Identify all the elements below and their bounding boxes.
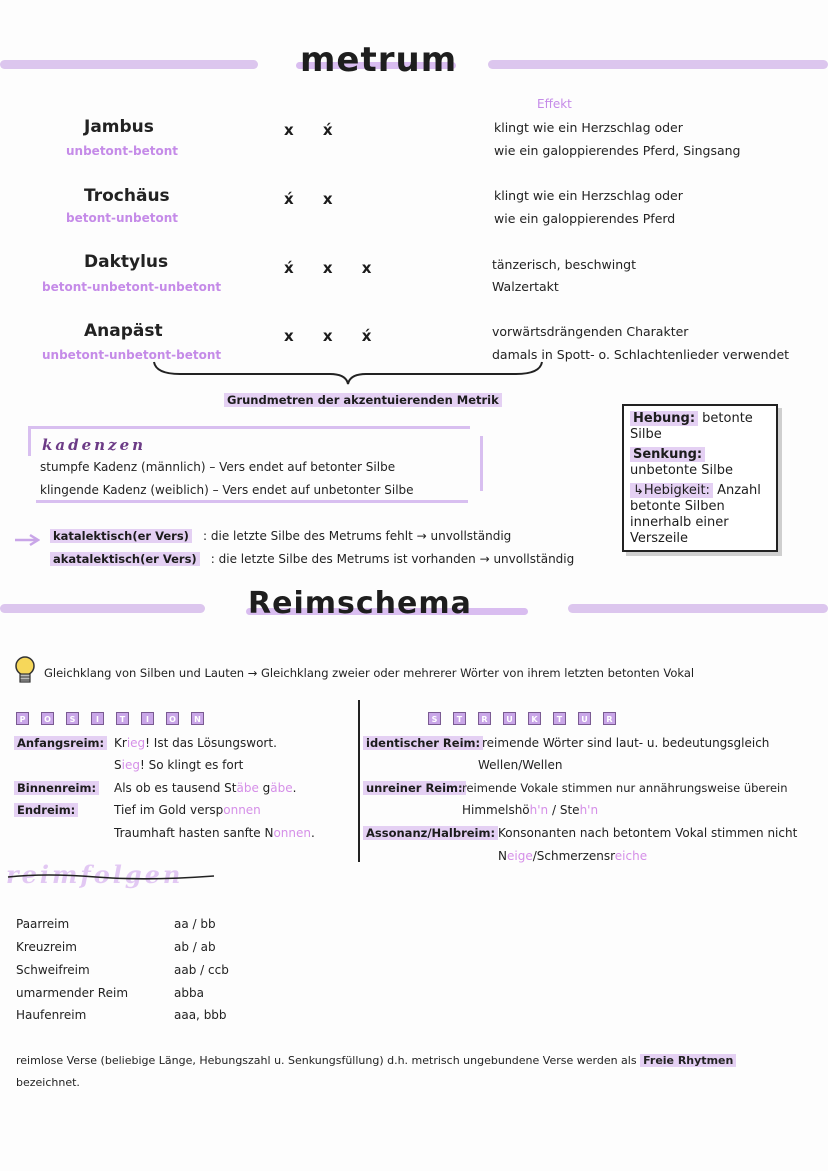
reimfolge-scheme: aab / ccb — [174, 963, 229, 977]
letter-box: T — [453, 712, 466, 725]
endreim-line: Tief im Gold versponnen — [114, 803, 261, 817]
letter-box: U — [503, 712, 516, 725]
foot-pattern: unbetont-betont — [66, 144, 179, 158]
letter-box: T — [553, 712, 566, 725]
title-underline-icon — [6, 870, 216, 884]
effect-line: Walzertakt — [492, 279, 559, 294]
effect-line: tänzerisch, beschwingt — [492, 257, 636, 272]
letter-box: O — [41, 712, 54, 725]
reimfolge-name: Schweifreim — [16, 963, 90, 977]
reimfolge-scheme: abba — [174, 986, 204, 1000]
position-heading — [16, 707, 216, 726]
stress-marks: x x́ — [284, 121, 345, 139]
letter-box: T — [116, 712, 129, 725]
unreiner-reim-text: reimende Vokale stimmen nur annährungsweise überein — [462, 781, 788, 795]
foot-pattern: unbetont-unbetont-betont — [42, 348, 222, 362]
note-senkung: Senkung: unbetonte Silbe — [630, 447, 733, 478]
foot-name: Jambus — [84, 117, 154, 137]
letter-box: O — [166, 712, 179, 725]
effect-line: klingt wie ein Herzschlag oder — [494, 188, 683, 203]
stress-marks: x́ x — [284, 190, 345, 208]
letter-box: N — [191, 712, 204, 725]
endreim-label: Endreim: — [14, 803, 78, 817]
letter-box: K — [528, 712, 541, 725]
brace-icon — [150, 360, 545, 386]
grundmetren-caption: Grundmetren der akzentuierenden Metrik — [224, 393, 502, 407]
reimfolge-name: Haufenreim — [16, 1008, 87, 1022]
note-hebung: Hebung: betonte Silbe — [630, 411, 753, 442]
kadenzen-bar-top — [28, 426, 470, 429]
closing-note-end: bezeichnet. — [16, 1076, 80, 1089]
kadenzen-title: kadenzen — [42, 436, 147, 454]
letter-box: S — [428, 712, 441, 725]
assonanz-example: Neige/Schmerzensreiche — [498, 849, 648, 863]
header-bar-left — [0, 604, 205, 613]
identischer-reim-text: reimende Wörter sind laut- u. bedeutungsgleich — [482, 736, 770, 750]
reimfolge-name: Paarreim — [16, 917, 70, 931]
assonanz-text: Konsonanten nach betontem Vokal stimmen nicht — [498, 826, 798, 840]
stress-marks: x x x́ — [284, 327, 384, 345]
unreiner-reim-label: unreiner Reim: — [363, 781, 466, 795]
reimschema-title: Reimschema — [248, 586, 472, 621]
unreiner-reim-example: Himmelshöh'n / Steh'n — [462, 803, 599, 817]
letter-box: R — [478, 712, 491, 725]
letter-box: I — [141, 712, 154, 725]
foot-name: Anapäst — [84, 321, 163, 341]
effect-line: wie ein galoppierendes Pferd — [494, 211, 676, 226]
anfangsreim-line: Krieg! Ist das Lösungswort. — [114, 736, 277, 750]
header-bar-right — [568, 604, 828, 613]
anfangsreim-line: Sieg! So klingt es fort — [114, 758, 244, 772]
note-hebigkeit: ↳Hebigkeit: Anzahl betonte Silben innerhalb einer Verszeile — [630, 483, 761, 546]
kadenz-line: klingende Kadenz (weiblich) – Vers endet auf unbetonter Silbe — [40, 483, 414, 497]
letter-box: S — [66, 712, 79, 725]
assonanz-label: Assonanz/Halbreim: — [363, 826, 498, 840]
endreim-line: Traumhaft hasten sanfte Nonnen. — [114, 826, 315, 840]
header-bar-left — [0, 60, 258, 69]
foot-pattern: betont-unbetont — [66, 211, 179, 225]
effect-line: klingt wie ein Herzschlag oder — [494, 120, 683, 135]
arrow-right-icon — [14, 533, 40, 547]
kadenz-line: stumpfe Kadenz (männlich) – Vers endet auf betonter Silbe — [40, 460, 396, 474]
anfangsreim-label: Anfangsreim: — [14, 736, 107, 750]
header-bar-right — [488, 60, 828, 69]
stress-marks: x́ x x — [284, 259, 384, 277]
binnenreim-line: Als ob es tausend Stäbe gäbe. — [114, 781, 297, 795]
reimfolge-name: umarmender Reim — [16, 986, 129, 1000]
reimfolgen-title: reimfolgen — [6, 860, 184, 889]
effect-line: vorwärtsdrängenden Charakter — [492, 324, 689, 339]
reimfolge-scheme: ab / ab — [174, 940, 216, 954]
metrum-title: metrum — [300, 40, 458, 80]
letter-box: P — [16, 712, 29, 725]
sticky-note — [622, 404, 778, 552]
reimfolge-scheme: aaa, bbb — [174, 1008, 227, 1022]
reimfolge-scheme: aa / bb — [174, 917, 216, 931]
letter-box: U — [578, 712, 591, 725]
foot-pattern: betont-unbetont-unbetont — [42, 280, 222, 294]
effect-line: damals in Spott- o. Schlachtenlieder verwendet — [492, 347, 790, 362]
kadenzen-bar-left — [28, 426, 31, 456]
kadenzen-bar-right — [480, 436, 483, 491]
effect-line: wie ein galoppierendes Pferd, Singsang — [494, 143, 741, 158]
effect-heading: Effekt — [537, 97, 572, 111]
identischer-reim-label: identischer Reim: — [363, 736, 483, 750]
letter-box: R — [603, 712, 616, 725]
struktur-heading — [428, 707, 628, 726]
reim-definition: Gleichklang von Silben und Lauten → Gleichklang zweier oder mehrerer Wörter von ihrem letzten betonten Vokal — [44, 666, 695, 680]
binnenreim-label: Binnenreim: — [14, 781, 99, 795]
column-divider — [358, 700, 360, 862]
foot-name: Trochäus — [84, 186, 170, 206]
foot-name: Daktylus — [84, 252, 169, 272]
kadenzen-bar-bottom — [36, 500, 468, 503]
akatalektisch-row: akatalektisch(er Vers) : die letzte Silbe des Metrums ist vorhanden → unvollständig — [50, 548, 574, 567]
lightbulb-icon — [14, 655, 36, 687]
closing-note: reimlose Verse (beliebige Länge, Hebungszahl u. Senkungsfüllung) d.h. metrisch ungebundene Verse werden als Freie Rhytmen — [16, 1054, 736, 1067]
katalektisch-row: katalektisch(er Vers) : die letzte Silbe des Metrums fehlt → unvollständig — [50, 525, 511, 544]
identischer-reim-example: Wellen/Wellen — [478, 758, 563, 772]
letter-box: I — [91, 712, 104, 725]
reimfolge-name: Kreuzreim — [16, 940, 77, 954]
